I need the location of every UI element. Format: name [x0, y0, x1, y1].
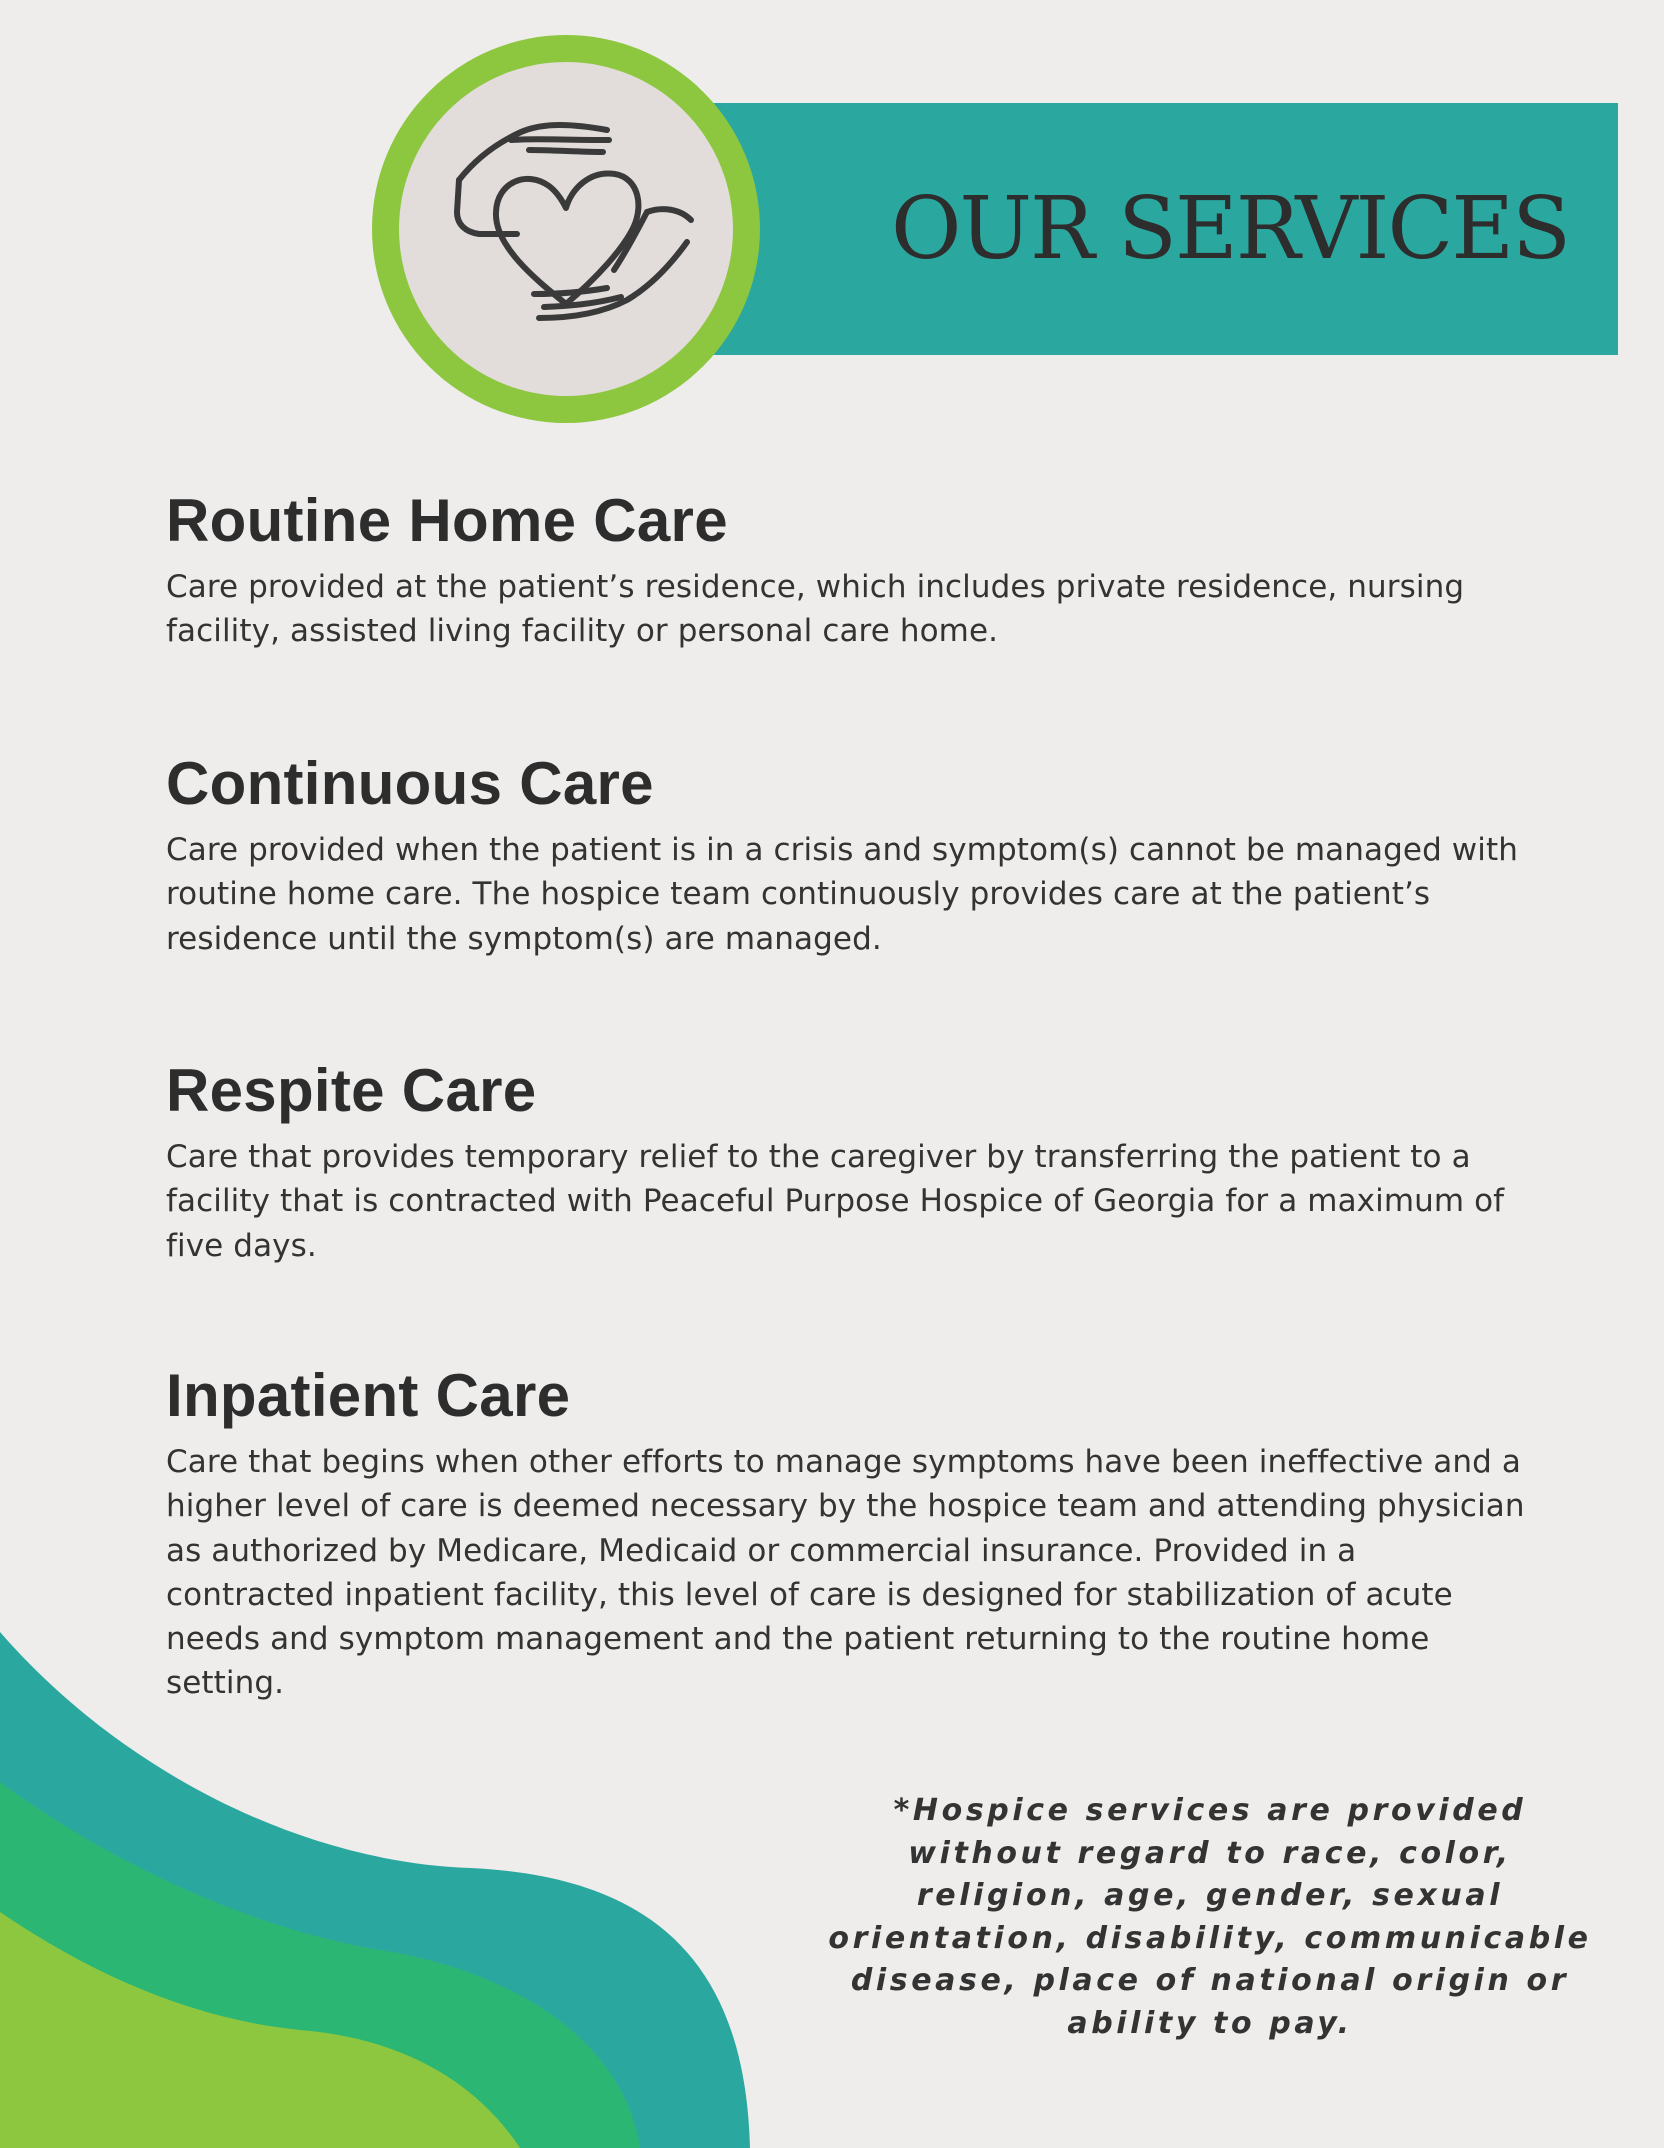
emblem-ring [372, 35, 760, 423]
service-description: Care provided at the patient’s residence, which includes private residence, nursing facility, assisted living facility or personal care home. [166, 569, 1465, 650]
service-title: Inpatient Care [166, 1362, 571, 1429]
service-title: Routine Home Care [166, 487, 728, 554]
service-continuous-care [166, 748, 1526, 961]
service-routine-home-care [166, 485, 1526, 654]
decorative-waves [0, 1600, 760, 2148]
emblem-circle [399, 62, 733, 396]
page-title: OUR SERVICES [890, 179, 1570, 279]
service-respite-care [166, 1055, 1526, 1268]
service-description: Care that provides temporary relief to the caregiver by transferring the patient to a facility that is contracted with Peaceful Purpose Hospice of Georgia for a maximum of five days. [166, 1139, 1505, 1264]
service-title: Respite Care [166, 1057, 537, 1124]
service-description: Care provided when the patient is in a crisis and symptom(s) cannot be managed with routine home care. The hospice team continuously provides care at the patient’s residence until the symptom(s) are managed. [166, 832, 1518, 957]
hands-heart-icon [399, 62, 733, 396]
service-description: Care that begins when other efforts to manage symptoms have been ineffective and a higher level of care is deemed necessary by the hospice team and attending physician as authorized by Medicare, Medicaid or commercial insurance. Provided in a contracted inpatient facility, this level of care is designed for stabilization of acute needs and symptom management and the patient returning to the routine home setting. [166, 1444, 1525, 1702]
disclaimer-text: *Hospice services are provided without regard to race, color, religion, age, gender, sexual orientation, disability, communicable disease, place of national origin or ability to pay. [828, 1793, 1592, 2041]
service-title: Continuous Care [166, 750, 654, 817]
